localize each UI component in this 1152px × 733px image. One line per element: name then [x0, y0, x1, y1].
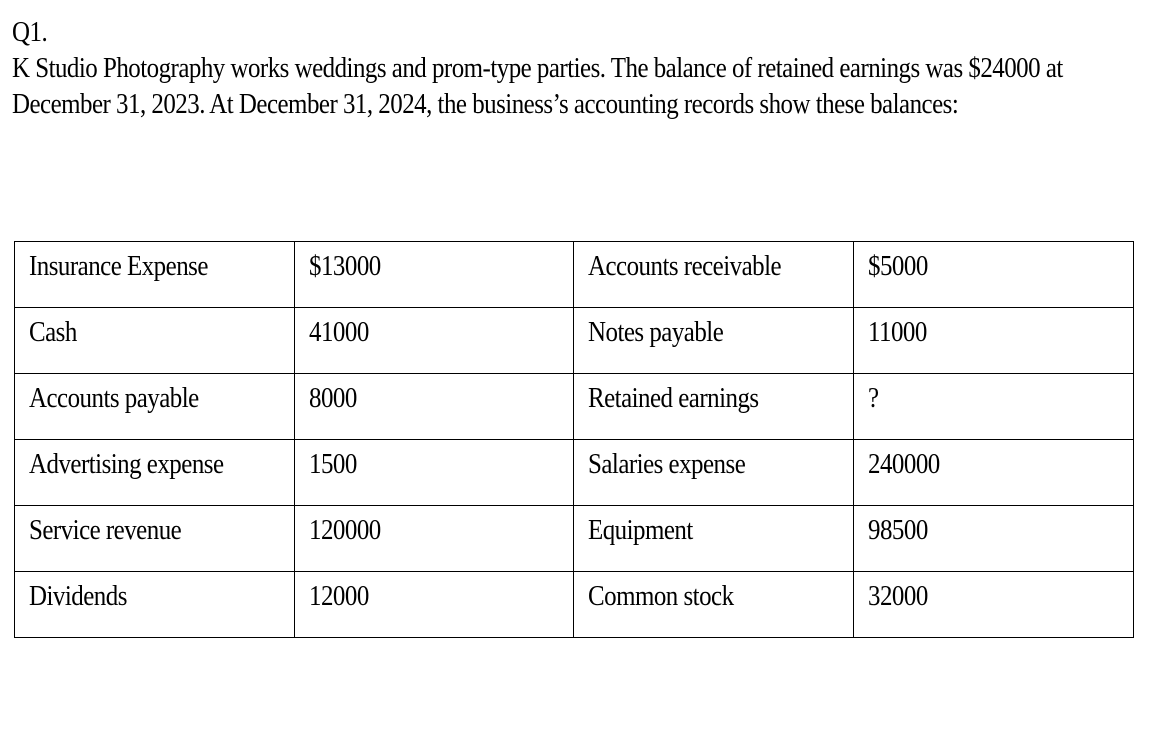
account-amount-cell: 240000: [854, 440, 1134, 506]
account-amount-cell: $13000: [295, 242, 574, 308]
account-amount-cell: 1500: [295, 440, 574, 506]
account-name-cell: Salaries expense: [574, 440, 854, 506]
table-row: [15, 506, 1134, 572]
account-name-cell: Service revenue: [15, 506, 295, 572]
account-amount-cell: $5000: [854, 242, 1134, 308]
question-block: [12, 14, 1063, 122]
account-name-cell: Equipment: [574, 506, 854, 572]
account-amount-cell: 98500: [854, 506, 1134, 572]
account-name-cell: Common stock: [574, 572, 854, 638]
account-amount-cell: ?: [854, 374, 1134, 440]
account-amount-cell: 11000: [854, 308, 1134, 374]
account-amount-cell: 120000: [295, 506, 574, 572]
account-amount-cell: 41000: [295, 308, 574, 374]
account-balances-table: [14, 241, 1134, 638]
account-amount-cell: 32000: [854, 572, 1134, 638]
account-name-cell: Accounts payable: [15, 374, 295, 440]
account-amount-cell: 8000: [295, 374, 574, 440]
account-name-cell: Cash: [15, 308, 295, 374]
question-text: K Studio Photography works weddings and prom-type parties. The balance of retained earnings was $24000 at December 31, 2023. At December 31, 2024, the business’s accounting records show these balances:: [12, 52, 1063, 120]
table-row: [15, 440, 1134, 506]
account-name-cell: Advertising expense: [15, 440, 295, 506]
account-amount-cell: 12000: [295, 572, 574, 638]
table-row: [15, 374, 1134, 440]
account-name-cell: Retained earnings: [574, 374, 854, 440]
table-row: [15, 242, 1134, 308]
account-name-cell: Dividends: [15, 572, 295, 638]
table-row: [15, 308, 1134, 374]
question-number: Q1.: [12, 16, 48, 48]
table-row: [15, 572, 1134, 638]
account-name-cell: Notes payable: [574, 308, 854, 374]
account-name-cell: Accounts receivable: [574, 242, 854, 308]
account-name-cell: Insurance Expense: [15, 242, 295, 308]
